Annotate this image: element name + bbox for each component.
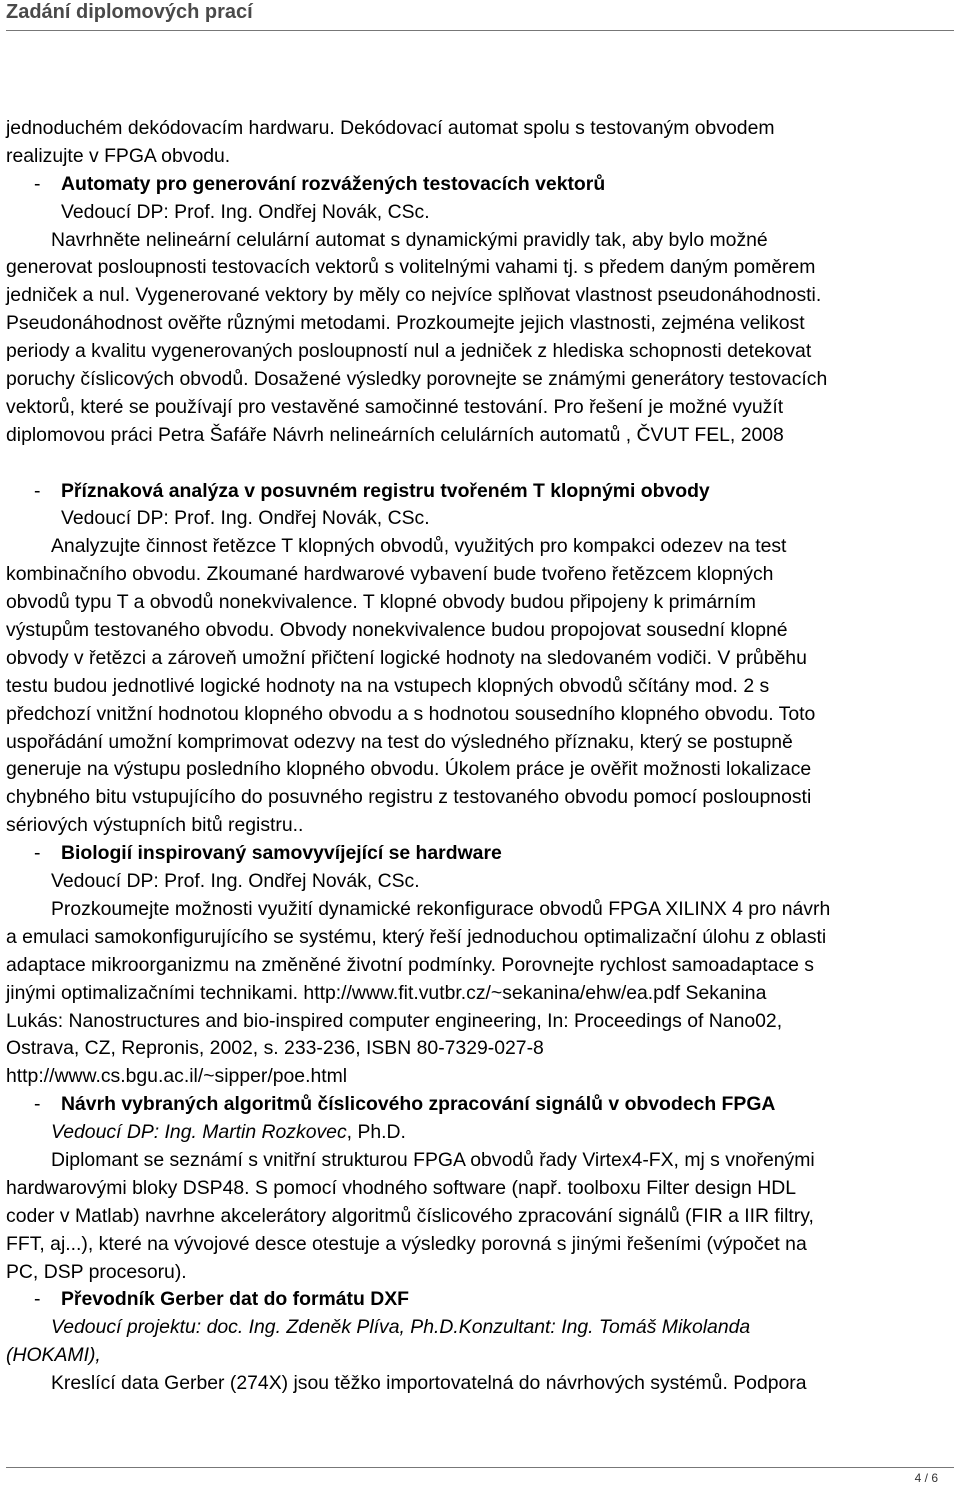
page-number: 4 / 6: [914, 1471, 938, 1485]
text-line: Lukás: Nanostructures and bio-inspired computer engineering, In: Proceedings of Nano02,: [6, 1009, 783, 1032]
document-body: [6, 115, 956, 1398]
text-line: jednoduchém dekódovacím hardwaru. Dekódovací automat spolu s testovaným obvodem: [6, 117, 775, 139]
text-line: obvody v řetězci a zároveň umožní přičtení logické hodnoty na sledovaném vodiči. V průběhu: [6, 646, 807, 669]
section-title: Biologií inspirovaný samovyvíjející se hardware: [61, 842, 502, 865]
text-line: vektorů, které se používají pro vestavěné samočinné testování. Pro řešení je možné využít: [6, 395, 784, 418]
section-heading: [6, 1091, 956, 1119]
section-heading: [6, 171, 956, 199]
text-line: Analyzujte činnost řetězce T klopných obvodů, využitých pro kompakci odezev na test: [51, 535, 787, 558]
section-dash: -: [34, 1288, 41, 1311]
blank-line: [6, 450, 956, 478]
section-supervisor: Vedoucí DP: Prof. Ing. Ondřej Novák, CSc.: [51, 870, 420, 893]
section-dash: -: [34, 1093, 41, 1116]
text-line: adaptace mikroorganizmu na změněné životní podmínky. Porovnejte rychlost samoadaptace s: [6, 953, 815, 976]
section-supervisor-continued: (HOKAMI),: [6, 1344, 101, 1367]
text-line: poruchy číslicových obvodů. Dosažené výsledky porovnejte se známými generátory testovacích: [6, 368, 828, 391]
text-line: výstupům testovaného obvodu. Obvody nonekvivalence budou propojovat sousední klopné: [6, 619, 788, 642]
section-title: Automaty pro generování rozvážených testovacích vektorů: [61, 172, 606, 195]
text-line: Kreslící data Gerber (274X) jsou těžko importovatelná do návrhových systémů. Podpora: [51, 1372, 807, 1395]
section-supervisor: Vedoucí DP: Prof. Ing. Ondřej Novák, CSc.: [61, 507, 430, 530]
section-supervisor: Vedoucí DP: Prof. Ing. Ondřej Novák, CSc.: [61, 200, 430, 223]
text-line: hardwarovými bloky DSP48. S pomocí vhodného software (např. toolboxu Filter design HDL: [6, 1176, 797, 1199]
text-line: http://www.cs.bgu.ac.il/~sipper/poe.html: [6, 1065, 348, 1088]
section-heading: [6, 1286, 956, 1314]
section-dash: -: [34, 172, 41, 195]
section-heading: [6, 478, 956, 506]
text-line: Diplomant se seznámí s vnitřní strukturou FPGA obvodů řady Virtex4-FX, mj s vnořenými: [51, 1148, 815, 1171]
text-line: FFT, aj...), které na vývojové desce otestuje a výsledky porovná s jinými řešeními (výpočet na: [6, 1232, 807, 1255]
text-line: Prozkoumejte možnosti využití dynamické rekonfigurace obvodů FPGA XILINX 4 pro návrh: [51, 897, 831, 920]
section-title: Příznaková analýza v posuvném registru tvořeném T klopnými obvody: [61, 479, 710, 502]
text-line: předchozí vnitžní hodnotou klopného obvodu a s hodnotou sousedního klopného obvodu. Toto: [6, 702, 816, 725]
text-line: Ostrava, CZ, Repronis, 2002, s. 233-236, ISBN 80-7329-027-8: [6, 1037, 544, 1060]
text-line: obvodů typu T a obvodů nonekvivalence. T klopné obvody budou připojeny k primárním: [6, 591, 756, 614]
text-line: sériových výstupních bitů registru..: [6, 814, 304, 837]
supervisor-name: Vedoucí DP: Ing. Martin Rozkovec: [51, 1121, 347, 1144]
text-line: generovat posloupnosti testovacích vektorů s volitelnými vahami tj. s předem daným poměrem: [6, 256, 816, 279]
text-line: generuje na výstupu posledního klopného obvodu. Úkolem práce je ověřit možnosti lokalizace: [6, 758, 812, 781]
text-line: kombinačního obvodu. Zkoumané hardwarové vybavení bude tvořeno řetězcem klopných: [6, 563, 774, 586]
header-divider: [6, 30, 954, 31]
section-dash: -: [34, 842, 41, 865]
text-line: realizujte v FPGA obvodu.: [6, 144, 231, 167]
section-heading: [6, 840, 956, 868]
section-dash: -: [34, 479, 41, 502]
text-line: periody a kvalitu vygenerovaných posloupností nul a jedniček z hlediska schopnosti detekovat: [6, 340, 812, 363]
text-line: PC, DSP procesoru).: [6, 1260, 187, 1283]
text-line: Pseudonáhodnost ověřte různými metodami. Prozkoumejte jejich vlastnosti, zejména velikost: [6, 312, 805, 335]
page-header-title: Zadání diplomových prací: [6, 1, 253, 23]
footer-divider: [6, 1467, 954, 1468]
text-line: diplomovou práci Petra Šafáře Návrh nelineárních celulárních automatů , ČVUT FEL, 2008: [6, 423, 784, 446]
section-supervisor: Vedoucí projektu: doc. Ing. Zdeněk Plíva, Ph.D.Konzultant: Ing. Tomáš Mikolanda: [51, 1316, 751, 1339]
section-title: Převodník Gerber dat do formátu DXF: [61, 1288, 410, 1311]
text-line: uspořádání umožní komprimovat odezvy na test do výsledného příznaku, který se postupně: [6, 730, 793, 753]
text-line: coder v Matlab) navrhne akcelerátory algoritmů číslicového zpracování signálů (FIR a IIR filtry,: [6, 1204, 814, 1227]
text-line: chybného bitu vstupujícího do posuvného registru z testovaného obvodu pomocí posloupnosti: [6, 786, 812, 809]
section-title: Návrh vybraných algoritmů číslicového zpracování signálů v obvodech FPGA: [61, 1093, 776, 1116]
text-line: jinými optimalizačními technikami. http://www.fit.vutbr.cz/~sekanina/ehw/ea.pdf Sekanina: [6, 981, 767, 1004]
supervisor-degree: , Ph.D.: [346, 1121, 406, 1144]
text-line: a emulaci samokonfigurujícího se systému, který řeší jednoduchou optimalizační úlohu z oblasti: [6, 925, 827, 948]
text-line: Navrhněte nelineární celulární automat s dynamickými pravidly tak, aby bylo možné: [51, 228, 768, 251]
text-line: testu budou jednotlivé logické hodnoty na na vstupech klopných obvodů sčítány mod. 2 s: [6, 674, 770, 697]
text-line: jedniček a nul. Vygenerované vektory by měly co nejvíce splňovat vlastnost pseudonáhodnosti.: [6, 284, 822, 307]
section-supervisor: [6, 1119, 956, 1147]
